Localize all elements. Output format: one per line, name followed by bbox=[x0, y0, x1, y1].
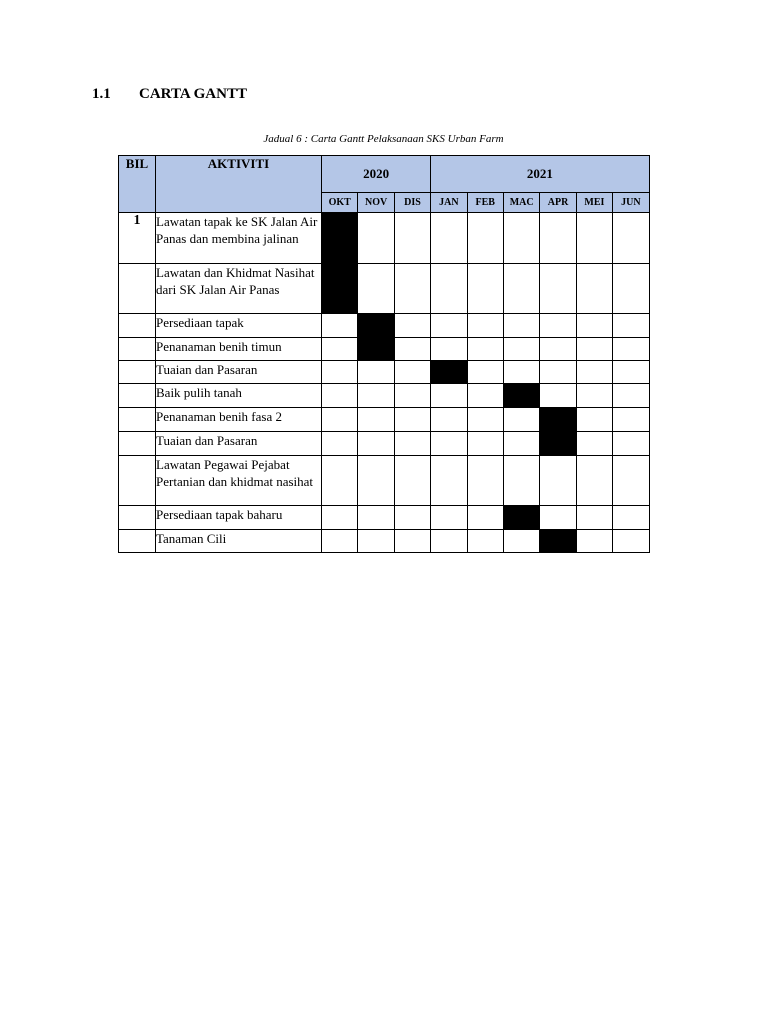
gantt-empty-cell bbox=[358, 456, 394, 506]
row-bil bbox=[119, 264, 156, 314]
table-row bbox=[119, 530, 650, 553]
gantt-empty-cell bbox=[358, 213, 394, 264]
gantt-empty-cell bbox=[576, 338, 612, 361]
table-caption: Jadual 6 : Carta Gantt Pelaksanaan SKS Urban Farm bbox=[263, 133, 504, 145]
header-year: 2020 bbox=[322, 156, 431, 193]
gantt-empty-cell bbox=[576, 361, 612, 384]
gantt-empty-cell bbox=[467, 456, 503, 506]
gantt-empty-cell bbox=[613, 530, 649, 553]
gantt-empty-cell bbox=[576, 264, 612, 314]
row-activity: Tuaian dan Pasaran bbox=[156, 432, 322, 456]
gantt-empty-cell bbox=[394, 338, 430, 361]
table-row bbox=[119, 456, 650, 506]
gantt-empty-cell bbox=[613, 384, 649, 408]
gantt-empty-cell bbox=[467, 264, 503, 314]
gantt-empty-cell bbox=[576, 213, 612, 264]
table-row bbox=[119, 213, 650, 264]
gantt-empty-cell bbox=[540, 506, 576, 530]
gantt-empty-cell bbox=[394, 506, 430, 530]
gantt-bar-cell bbox=[358, 338, 394, 361]
table-row bbox=[119, 338, 650, 361]
gantt-empty-cell bbox=[467, 408, 503, 432]
row-activity: Persediaan tapak baharu bbox=[156, 506, 322, 530]
gantt-empty-cell bbox=[431, 506, 467, 530]
gantt-empty-cell bbox=[431, 530, 467, 553]
gantt-empty-cell bbox=[576, 314, 612, 338]
gantt-empty-cell bbox=[540, 213, 576, 264]
gantt-empty-cell bbox=[467, 338, 503, 361]
gantt-empty-cell bbox=[540, 384, 576, 408]
gantt-empty-cell bbox=[467, 384, 503, 408]
row-activity: Penanaman benih fasa 2 bbox=[156, 408, 322, 432]
gantt-empty-cell bbox=[540, 338, 576, 361]
gantt-bar-cell bbox=[358, 314, 394, 338]
row-bil bbox=[119, 314, 156, 338]
gantt-empty-cell bbox=[358, 384, 394, 408]
header-month: DIS bbox=[394, 193, 430, 213]
gantt-bar-cell bbox=[540, 408, 576, 432]
gantt-empty-cell bbox=[503, 432, 539, 456]
gantt-empty-cell bbox=[431, 314, 467, 338]
gantt-empty-cell bbox=[394, 408, 430, 432]
gantt-empty-cell bbox=[358, 530, 394, 553]
gantt-empty-cell bbox=[467, 213, 503, 264]
header-month: OKT bbox=[322, 193, 358, 213]
row-activity: Lawatan tapak ke SK Jalan Air Panas dan membina jalinan bbox=[156, 213, 322, 264]
gantt-empty-cell bbox=[394, 384, 430, 408]
gantt-empty-cell bbox=[576, 384, 612, 408]
gantt-empty-cell bbox=[322, 408, 358, 432]
row-activity: Persediaan tapak bbox=[156, 314, 322, 338]
header-month: JAN bbox=[431, 193, 467, 213]
gantt-empty-cell bbox=[503, 314, 539, 338]
gantt-bar-cell bbox=[322, 213, 358, 264]
gantt-empty-cell bbox=[503, 456, 539, 506]
gantt-bar-cell bbox=[540, 530, 576, 553]
gantt-empty-cell bbox=[358, 432, 394, 456]
gantt-empty-cell bbox=[467, 506, 503, 530]
gantt-empty-cell bbox=[322, 361, 358, 384]
gantt-empty-cell bbox=[467, 530, 503, 553]
gantt-empty-cell bbox=[613, 314, 649, 338]
header-month: NOV bbox=[358, 193, 394, 213]
gantt-empty-cell bbox=[431, 408, 467, 432]
row-activity: Lawatan dan Khidmat Nasihat dari SK Jalan Air Panas bbox=[156, 264, 322, 314]
table-row bbox=[119, 506, 650, 530]
header-year: 2021 bbox=[431, 156, 649, 193]
row-activity: Tanaman Cili bbox=[156, 530, 322, 553]
table-row bbox=[119, 361, 650, 384]
gantt-empty-cell bbox=[503, 264, 539, 314]
gantt-empty-cell bbox=[394, 264, 430, 314]
row-activity: Lawatan Pegawai Pejabat Pertanian dan khidmat nasihat bbox=[156, 456, 322, 506]
header-month: APR bbox=[540, 193, 576, 213]
row-bil bbox=[119, 506, 156, 530]
gantt-empty-cell bbox=[503, 338, 539, 361]
gantt-bar-cell bbox=[322, 264, 358, 314]
gantt-empty-cell bbox=[576, 506, 612, 530]
gantt-empty-cell bbox=[322, 506, 358, 530]
row-bil: 1 bbox=[119, 213, 156, 264]
gantt-empty-cell bbox=[540, 314, 576, 338]
gantt-empty-cell bbox=[467, 314, 503, 338]
gantt-empty-cell bbox=[394, 213, 430, 264]
gantt-empty-cell bbox=[431, 432, 467, 456]
gantt-empty-cell bbox=[394, 530, 430, 553]
table-row bbox=[119, 432, 650, 456]
gantt-empty-cell bbox=[322, 314, 358, 338]
gantt-empty-cell bbox=[576, 432, 612, 456]
gantt-empty-cell bbox=[540, 361, 576, 384]
gantt-empty-cell bbox=[322, 384, 358, 408]
gantt-empty-cell bbox=[467, 432, 503, 456]
row-bil bbox=[119, 338, 156, 361]
gantt-empty-cell bbox=[322, 530, 358, 553]
section-number: 1.1 bbox=[92, 86, 111, 102]
gantt-chart-table bbox=[118, 155, 650, 553]
gantt-empty-cell bbox=[358, 264, 394, 314]
gantt-bar-cell bbox=[503, 506, 539, 530]
gantt-empty-cell bbox=[540, 264, 576, 314]
gantt-bar-cell bbox=[431, 361, 467, 384]
gantt-bar-cell bbox=[503, 384, 539, 408]
gantt-empty-cell bbox=[358, 506, 394, 530]
row-bil bbox=[119, 456, 156, 506]
header-month: FEB bbox=[467, 193, 503, 213]
section-heading bbox=[92, 86, 247, 103]
gantt-empty-cell bbox=[613, 361, 649, 384]
row-bil bbox=[119, 361, 156, 384]
gantt-bar-cell bbox=[540, 432, 576, 456]
gantt-empty-cell bbox=[467, 361, 503, 384]
gantt-empty-cell bbox=[394, 361, 430, 384]
header-bil: BIL bbox=[119, 156, 156, 213]
gantt-empty-cell bbox=[431, 384, 467, 408]
row-activity: Tuaian dan Pasaran bbox=[156, 361, 322, 384]
gantt-empty-cell bbox=[540, 456, 576, 506]
gantt-empty-cell bbox=[358, 408, 394, 432]
table-row bbox=[119, 408, 650, 432]
header-month: MEI bbox=[576, 193, 612, 213]
section-title: CARTA GANTT bbox=[139, 86, 247, 102]
gantt-empty-cell bbox=[576, 530, 612, 553]
gantt-empty-cell bbox=[503, 408, 539, 432]
header-month: JUN bbox=[613, 193, 649, 213]
row-activity: Baik pulih tanah bbox=[156, 384, 322, 408]
gantt-empty-cell bbox=[394, 456, 430, 506]
row-bil bbox=[119, 384, 156, 408]
gantt-empty-cell bbox=[613, 408, 649, 432]
gantt-empty-cell bbox=[613, 338, 649, 361]
gantt-empty-cell bbox=[503, 530, 539, 553]
header-aktiviti: AKTIVITI bbox=[156, 156, 322, 213]
gantt-empty-cell bbox=[394, 314, 430, 338]
row-bil bbox=[119, 530, 156, 553]
gantt-empty-cell bbox=[431, 264, 467, 314]
gantt-empty-cell bbox=[394, 432, 430, 456]
row-bil bbox=[119, 432, 156, 456]
header-month: MAC bbox=[503, 193, 539, 213]
gantt-empty-cell bbox=[431, 338, 467, 361]
gantt-empty-cell bbox=[613, 432, 649, 456]
gantt-empty-cell bbox=[503, 213, 539, 264]
gantt-empty-cell bbox=[576, 408, 612, 432]
row-activity: Penanaman benih timun bbox=[156, 338, 322, 361]
gantt-empty-cell bbox=[322, 432, 358, 456]
gantt-empty-cell bbox=[431, 456, 467, 506]
gantt-empty-cell bbox=[431, 213, 467, 264]
gantt-empty-cell bbox=[613, 506, 649, 530]
row-bil bbox=[119, 408, 156, 432]
gantt-empty-cell bbox=[503, 361, 539, 384]
gantt-empty-cell bbox=[322, 338, 358, 361]
gantt-empty-cell bbox=[613, 456, 649, 506]
gantt-empty-cell bbox=[322, 456, 358, 506]
gantt-empty-cell bbox=[613, 213, 649, 264]
gantt-empty-cell bbox=[358, 361, 394, 384]
table-row bbox=[119, 264, 650, 314]
gantt-empty-cell bbox=[576, 456, 612, 506]
table-row bbox=[119, 314, 650, 338]
table-row bbox=[119, 384, 650, 408]
gantt-empty-cell bbox=[613, 264, 649, 314]
